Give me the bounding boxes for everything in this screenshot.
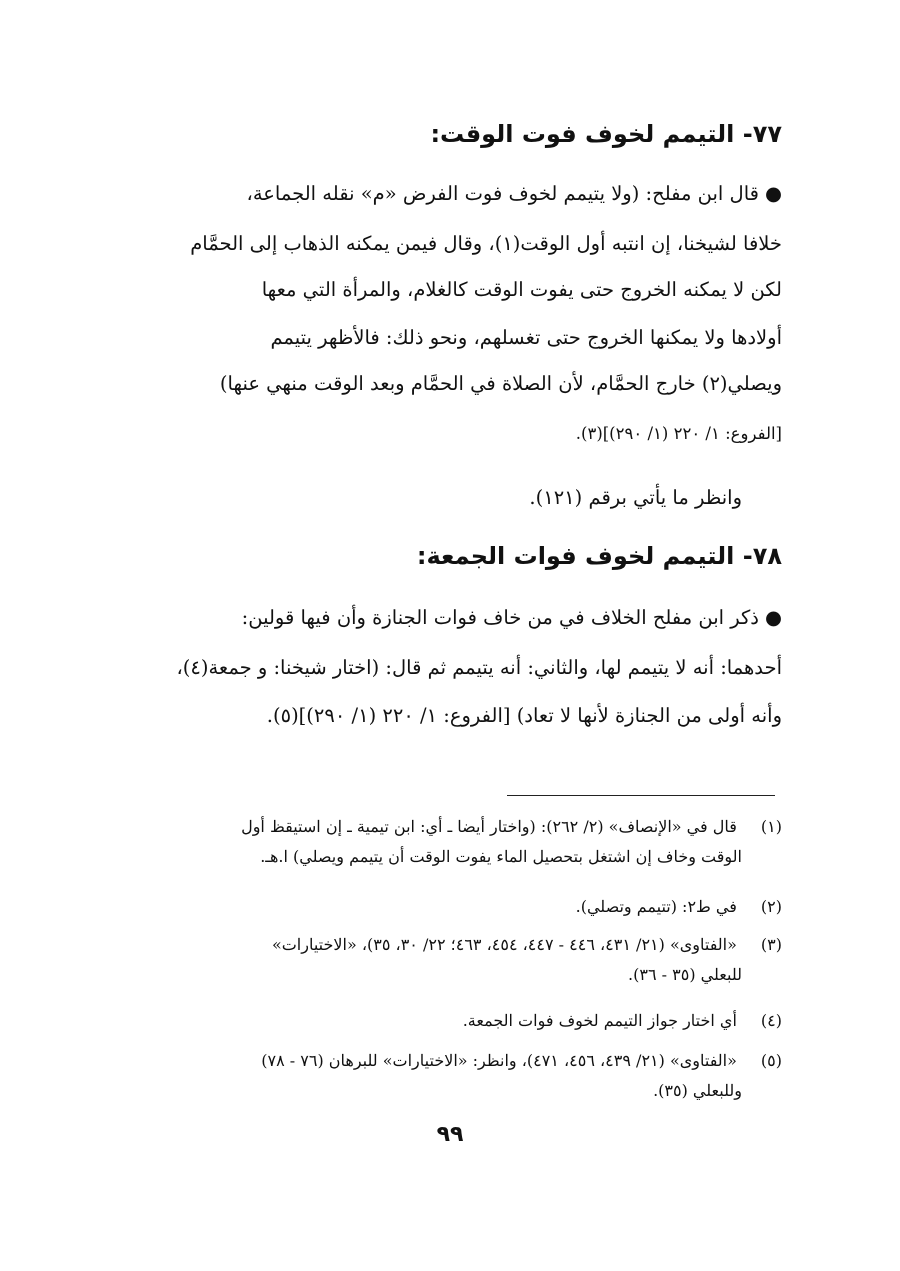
section-heading-78: ٧٨- التيمم لخوف فوات الجمعة: [416,542,782,570]
footnote-line [118,892,782,922]
page-number: ٩٩ [436,1122,464,1147]
paragraph-text: قال ابن مفلح: (ولا يتيمم لخوف فوت الفرض «م» نقله الجماعة، [246,182,759,205]
paragraph-line: أحدهما: أنه لا يتيمم لها، والثاني: أنه يتيمم ثم قال: (اختار شيخنا: و جمعة(٤)، [176,656,782,679]
paragraph-line [116,596,782,640]
footnote-number: (٢) [760,897,782,916]
footnote-text: في ط٢: (تتيمم وتصلي). [575,897,737,916]
paragraph-line: ويصلي(٢) خارج الحمَّام، لأن الصلاة في الحمَّام وبعد الوقت منهي عنها) [219,372,782,395]
citation-line: [الفروع: ١/ ٢٢٠ (١/ ٢٩٠)](٣). [575,424,782,443]
paragraph-line [116,172,782,216]
footnote-number: (٣) [760,935,782,954]
paragraph-line: أولادها ولا يمكنها الخروج حتى تغسلهم، ونحو ذلك: فالأظهر يتيمم [270,326,782,349]
footnote-4 [118,1006,782,1036]
footnote-line [118,930,782,960]
footnote-separator [507,795,775,796]
bullet-icon: ● [764,182,782,205]
paragraph-text: ذكر ابن مفلح الخلاف في من خاف فوات الجنازة وأن فيها قولين: [241,606,759,629]
see-also-line: وانظر ما يأتي برقم (١٢١). [529,486,742,509]
bullet-icon: ● [764,606,782,629]
footnote-3 [118,930,782,990]
footnote-1 [118,812,782,872]
footnote-line [118,1006,782,1036]
footnote-text: قال في «الإنصاف» (٢/ ٢٦٢): (واختار أيضا ـ أي: ابن تيمية ـ إن استيقظ أول [241,817,737,836]
footnote-line [118,1046,782,1076]
footnote-text: «الفتاوى» (٢١/ ٤٣١، ٤٤٦ - ٤٤٧، ٤٥٤، ٤٦٣؛ ٢٢/ ٣٠، ٣٥)، «الاختيارات» [271,935,737,954]
footnote-5 [118,1046,782,1106]
section-heading-77: ٧٧- التيمم لخوف فوت الوقت: [430,120,782,148]
footnote-number: (٥) [760,1051,782,1070]
footnote-line: الوقت وخاف إن اشتغل بتحصيل الماء يفوت الوقت أن يتيمم ويصلي) ا.هـ. [260,847,742,866]
footnote-number: (٤) [760,1011,782,1030]
footnote-2 [118,892,782,922]
footnote-line [118,812,782,842]
paragraph-line: لكن لا يمكنه الخروج حتى يفوت الوقت كالغلام، والمرأة التي معها [261,278,782,301]
footnote-line: للبعلي (٣٥ - ٣٦). [628,965,742,984]
footnote-text: «الفتاوى» (٢١/ ٤٣٩، ٤٥٦، ٤٧١)، وانظر: «الاختيارات» للبرهان (٧٦ - ٧٨) [261,1051,737,1070]
footnote-text: أي اختار جواز التيمم لخوف فوات الجمعة. [462,1011,737,1030]
footnote-number: (١) [760,817,782,836]
paragraph-line: خلافا لشيخنا، إن انتبه أول الوقت(١)، وقال فيمن يمكنه الذهاب إلى الحمَّام [190,232,782,255]
paragraph-line: وأنه أولى من الجنازة لأنها لا تعاد) [الفروع: ١/ ٢٢٠ (١/ ٢٩٠)](٥). [266,704,782,727]
footnote-line: وللبعلي (٣٥). [653,1081,742,1100]
